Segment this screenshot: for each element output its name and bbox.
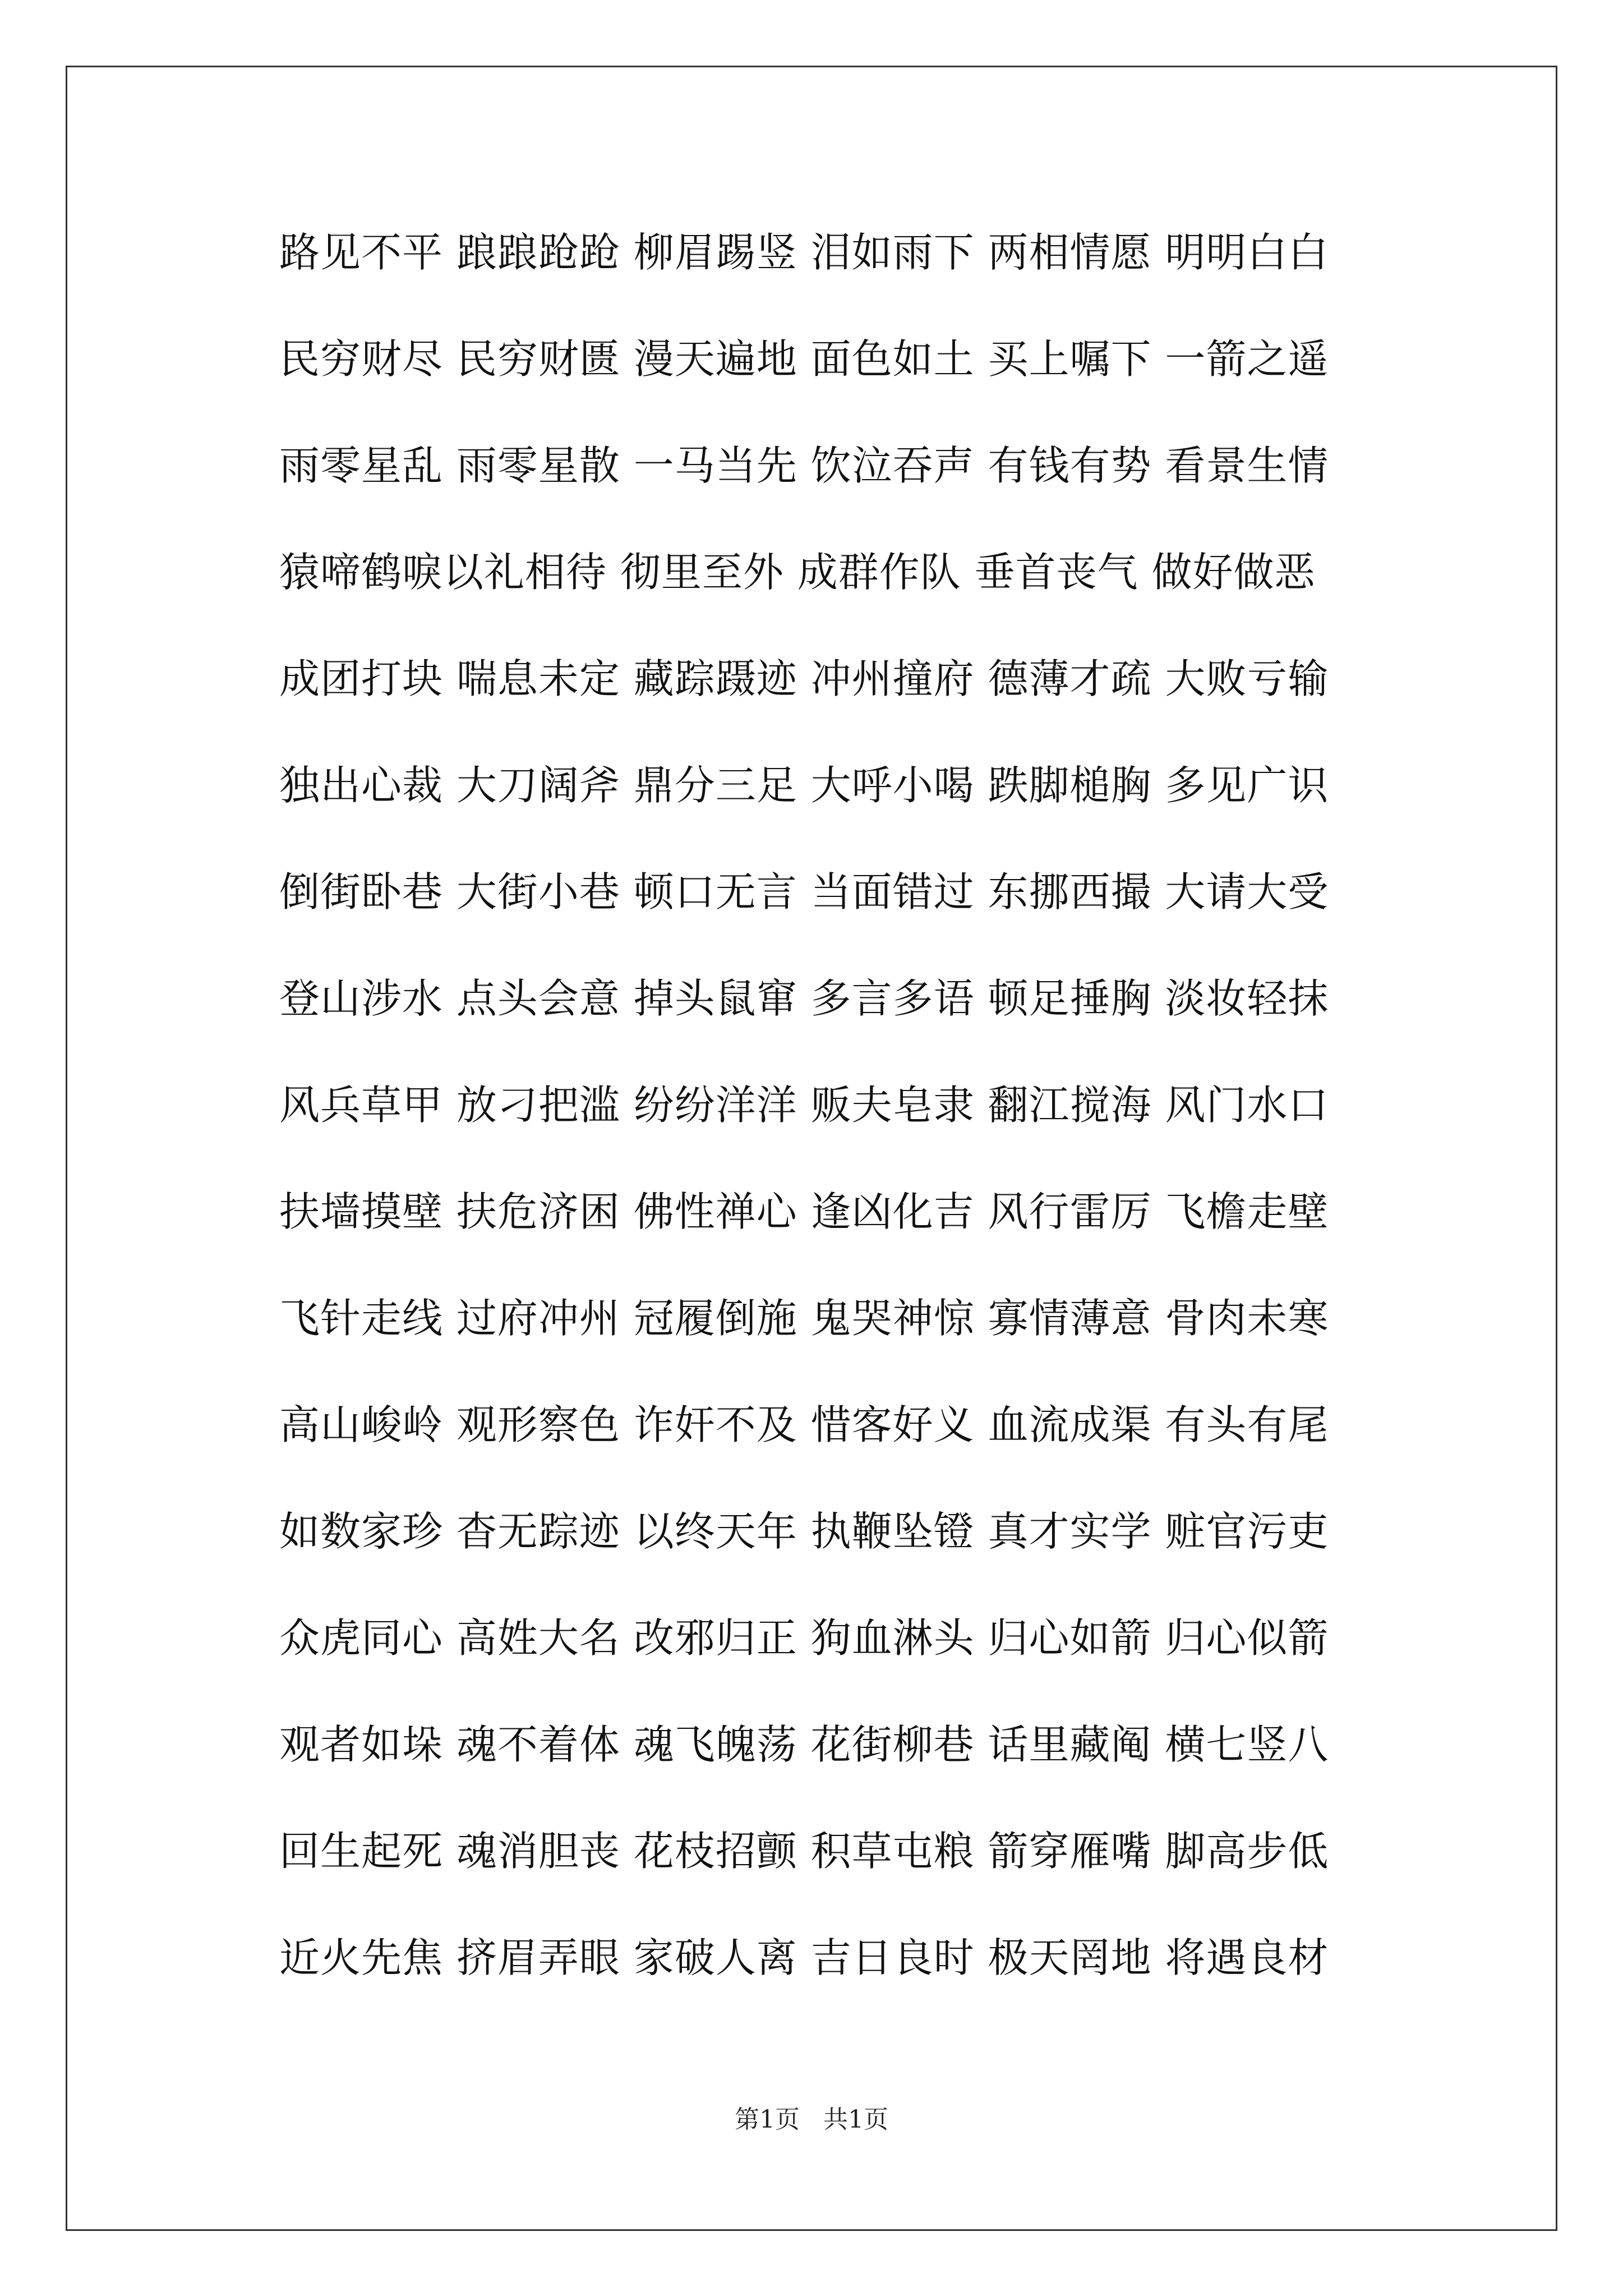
idiom-line: 成团打块 喘息未定 藏踪蹑迹 冲州撞府 德薄才疏 大败亏输 xyxy=(279,655,1329,702)
idiom-line: 登山涉水 点头会意 掉头鼠窜 多言多语 顿足捶胸 淡妆轻抹 xyxy=(279,975,1329,1022)
idiom-list xyxy=(279,219,1401,2031)
idiom-line: 民穷财尽 民穷财匮 漫天遍地 面色如土 买上嘱下 一箭之遥 xyxy=(279,335,1329,383)
page-footer: 第1页 共1页 xyxy=(735,2105,888,2134)
idiom-line: 风兵草甲 放刁把滥 纷纷洋洋 贩夫皂隶 翻江搅海 风门水口 xyxy=(279,1082,1329,1129)
idiom-line: 倒街卧巷 大街小巷 顿口无言 当面错过 东挪西撮 大请大受 xyxy=(279,868,1329,915)
idiom-line: 扶墙摸壁 扶危济困 佛性禅心 逢凶化吉 风行雷厉 飞檐走壁 xyxy=(279,1188,1329,1235)
idiom-line: 众虎同心 高姓大名 改邪归正 狗血淋头 归心如箭 归心似箭 xyxy=(279,1614,1329,1662)
idiom-line: 猿啼鹤唳以礼相待 彻里至外 成群作队 垂首丧气 做好做恶 xyxy=(279,549,1316,596)
idiom-line: 路见不平 踉踉跄跄 柳眉踢竖 泪如雨下 两相情愿 明明白白 xyxy=(279,229,1329,276)
idiom-line: 独出心裁 大刀阔斧 鼎分三足 大呼小喝 跌脚槌胸 多见广识 xyxy=(279,762,1329,809)
idiom-line: 飞针走线 过府冲州 冠履倒施 鬼哭神惊 寡情薄意 骨肉未寒 xyxy=(279,1295,1329,1342)
idiom-line: 观者如垛 魂不着体 魂飞魄荡 花街柳巷 话里藏阄 横七竖八 xyxy=(279,1721,1329,1768)
idiom-line: 近火先焦 挤眉弄眼 家破人离 吉日良时 极天罔地 将遇良材 xyxy=(279,1934,1329,1981)
idiom-line: 高山峻岭 观形察色 诈奸不及 惜客好义 血流成渠 有头有尾 xyxy=(279,1401,1329,1448)
idiom-line: 回生起死 魂消胆丧 花枝招颤 积草屯粮 箭穿雁嘴 脚高步低 xyxy=(279,1828,1329,1875)
idiom-line: 如数家珍 杳无踪迹 以终天年 执鞭坠镫 真才实学 赃官污吏 xyxy=(279,1508,1329,1555)
idiom-line: 雨零星乱 雨零星散 一马当先 饮泣吞声 有钱有势 看景生情 xyxy=(279,442,1329,489)
